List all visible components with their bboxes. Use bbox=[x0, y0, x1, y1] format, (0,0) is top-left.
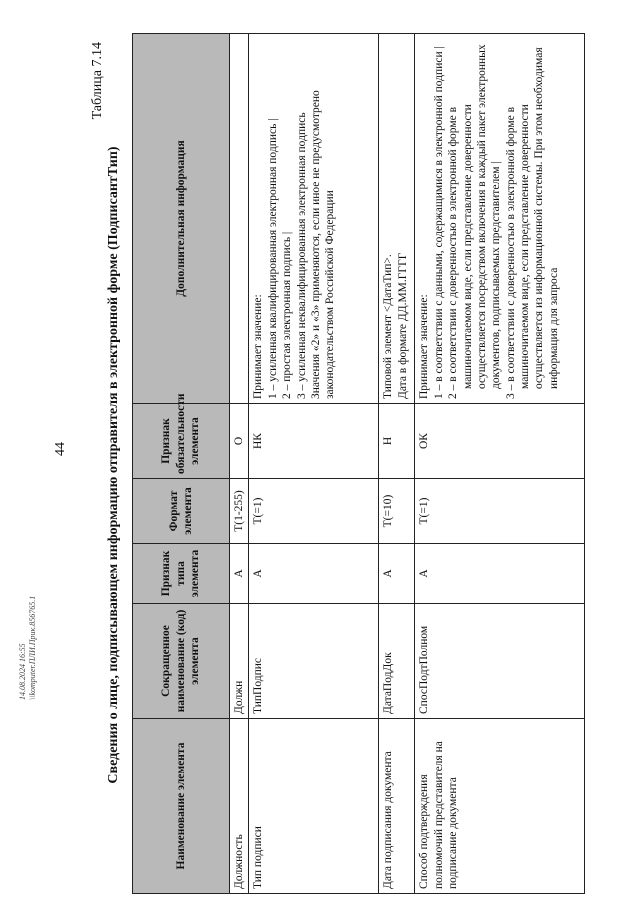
info-line: 3 – усиленная неквалифицированная электронная подпись bbox=[295, 112, 308, 399]
print-timestamp: 14.08.2024 16:55 bbox=[18, 643, 27, 700]
cell-info bbox=[415, 34, 585, 404]
rotated-page-content bbox=[90, 30, 610, 900]
info-line: Значения «2» и «3» применяются, если иное не предусмотрено законодательством Российской Федерации bbox=[309, 90, 337, 399]
document-title: Сведения о лице, подписывающем информацию отправителя в электронной форме (ПодписантТип) bbox=[106, 146, 121, 784]
column-header: Признак типа элемента bbox=[133, 544, 230, 604]
cell-format: T(=1) bbox=[249, 479, 379, 544]
table-row bbox=[230, 34, 249, 894]
cell-info bbox=[230, 34, 249, 404]
cell-required: Н bbox=[379, 404, 415, 479]
table-header-row bbox=[133, 34, 230, 894]
cell-name: Дата подписания документа bbox=[379, 719, 415, 894]
column-header: Дополнительная информация bbox=[133, 34, 230, 404]
cell-info bbox=[379, 34, 415, 404]
cell-required: ОК bbox=[415, 404, 585, 479]
cell-format: T(1-255) bbox=[230, 479, 249, 544]
info-line: 3 – в соответствии с доверенностью в электронной форме в машиночитаемом виде, если представление доверенности осуществляется из информационной системы. При этом необходимая информация для запроса bbox=[504, 47, 560, 399]
cell-code: СпосПодтПолном bbox=[415, 604, 585, 719]
cell-required: О bbox=[230, 404, 249, 479]
cell-required: НК bbox=[249, 404, 379, 479]
element-table bbox=[132, 33, 585, 894]
table-row bbox=[379, 34, 415, 894]
info-line: Принимает значение: bbox=[252, 294, 265, 399]
cell-name: Должность bbox=[230, 719, 249, 894]
info-line: 2 – простая электронная подпись | bbox=[281, 231, 294, 399]
info-line: 2 – в соответствии с доверенностью в электронной форме в машиночитаемом виде, если представление доверенности осуществляется посредством включения в каждый пакет электронных документов, подписываемых представителем | bbox=[447, 44, 503, 399]
info-line: Принимает значение: bbox=[418, 294, 431, 399]
cell-code: ТипПодпис bbox=[249, 604, 379, 719]
column-header: Сокращенное наименование (код) элемента bbox=[133, 604, 230, 719]
table-row bbox=[249, 34, 379, 894]
print-path: \\komputer.ПЛИ.Прик.856765.1 bbox=[28, 595, 38, 700]
cell-name: Способ подтверждения полномочий представителя на подписание документа bbox=[415, 719, 585, 894]
info-line: 1 – усиленная квалифицированная электронная подпись | bbox=[266, 118, 279, 399]
cell-type: А bbox=[379, 544, 415, 604]
info-line: Типовой элемент <ДатаТип>. bbox=[382, 254, 395, 399]
column-header: Формат элемента bbox=[133, 479, 230, 544]
column-header: Наименование элемента bbox=[133, 719, 230, 894]
cell-info bbox=[249, 34, 379, 404]
cell-type: А bbox=[249, 544, 379, 604]
cell-type: А bbox=[415, 544, 585, 604]
column-header: Признак обязательности элемента bbox=[133, 404, 230, 479]
cell-code: Должн bbox=[230, 604, 249, 719]
print-metadata bbox=[18, 500, 39, 700]
info-line: 1 – в соответствии с данными, содержащимися в электронной подписи | bbox=[432, 46, 445, 399]
cell-code: ДатаПодДок bbox=[379, 604, 415, 719]
cell-format: T(=10) bbox=[379, 479, 415, 544]
cell-type: А bbox=[230, 544, 249, 604]
cell-name: Тип подписи bbox=[249, 719, 379, 894]
table-caption: Таблица 7.14 bbox=[90, 42, 105, 120]
cell-format: T(=1) bbox=[415, 479, 585, 544]
page-number: 44 bbox=[53, 442, 68, 456]
info-line: Дата в формате ДД.ММ.ГГГГ bbox=[396, 252, 409, 399]
table-row bbox=[415, 34, 585, 894]
